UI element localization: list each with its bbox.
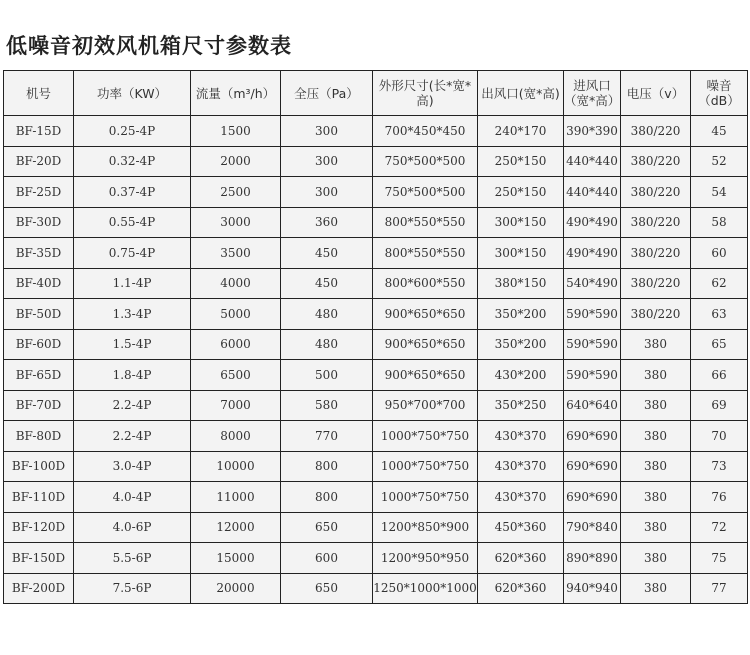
- table-cell: 430*370: [478, 482, 564, 513]
- table-cell: 4.0-6P: [74, 512, 191, 543]
- table-cell: BF-60D: [4, 329, 74, 360]
- table-cell: BF-200D: [4, 573, 74, 604]
- table-cell: 3500: [191, 238, 281, 269]
- table-cell: 380/220: [621, 207, 691, 238]
- table-cell: 900*650*650: [373, 360, 478, 391]
- table-cell: 240*170: [478, 116, 564, 147]
- table-cell: 6000: [191, 329, 281, 360]
- table-row: [4, 512, 748, 543]
- table-cell: 250*150: [478, 177, 564, 208]
- table-cell: 380/220: [621, 238, 691, 269]
- table-cell: 4000: [191, 268, 281, 299]
- column-header: 全压（Pa）: [281, 71, 373, 116]
- table-cell: 490*490: [564, 238, 621, 269]
- table-cell: 380*150: [478, 268, 564, 299]
- table-cell: BF-70D: [4, 390, 74, 421]
- table-cell: 430*370: [478, 421, 564, 452]
- table-cell: 1.3-4P: [74, 299, 191, 330]
- table-cell: 72: [691, 512, 748, 543]
- table-row: [4, 329, 748, 360]
- table-cell: 800*550*550: [373, 207, 478, 238]
- table-cell: 2500: [191, 177, 281, 208]
- table-cell: 800: [281, 482, 373, 513]
- table-cell: BF-110D: [4, 482, 74, 513]
- table-cell: 440*440: [564, 146, 621, 177]
- table-cell: 430*200: [478, 360, 564, 391]
- table-cell: 52: [691, 146, 748, 177]
- table-cell: 350*250: [478, 390, 564, 421]
- table-cell: 450: [281, 268, 373, 299]
- table-row: [4, 451, 748, 482]
- table-cell: 2.2-4P: [74, 390, 191, 421]
- table-row: [4, 146, 748, 177]
- table-cell: 2.2-4P: [74, 421, 191, 452]
- table-cell: 10000: [191, 451, 281, 482]
- table-cell: 650: [281, 573, 373, 604]
- table-cell: BF-25D: [4, 177, 74, 208]
- table-cell: 250*150: [478, 146, 564, 177]
- table-cell: 380/220: [621, 268, 691, 299]
- table-cell: 63: [691, 299, 748, 330]
- table-cell: 0.32-4P: [74, 146, 191, 177]
- table-cell: 900*650*650: [373, 299, 478, 330]
- table-cell: 69: [691, 390, 748, 421]
- table-row: [4, 390, 748, 421]
- table-row: [4, 238, 748, 269]
- table-cell: BF-50D: [4, 299, 74, 330]
- table-cell: 380: [621, 482, 691, 513]
- table-cell: 770: [281, 421, 373, 452]
- table-cell: 800*550*550: [373, 238, 478, 269]
- table-cell: 380: [621, 451, 691, 482]
- table-cell: 350*200: [478, 299, 564, 330]
- table-cell: 380/220: [621, 177, 691, 208]
- table-cell: 11000: [191, 482, 281, 513]
- table-row: [4, 116, 748, 147]
- table-cell: BF-30D: [4, 207, 74, 238]
- table-cell: 1000*750*750: [373, 482, 478, 513]
- table-cell: 540*490: [564, 268, 621, 299]
- table-cell: 380/220: [621, 299, 691, 330]
- table-cell: 790*840: [564, 512, 621, 543]
- table-cell: 640*640: [564, 390, 621, 421]
- table-row: [4, 543, 748, 574]
- table-cell: 73: [691, 451, 748, 482]
- table-cell: 690*690: [564, 451, 621, 482]
- table-cell: BF-150D: [4, 543, 74, 574]
- table-cell: 390*390: [564, 116, 621, 147]
- table-cell: 0.75-4P: [74, 238, 191, 269]
- column-header: 噪音（dB）: [691, 71, 748, 116]
- table-cell: 480: [281, 329, 373, 360]
- table-cell: 70: [691, 421, 748, 452]
- table-cell: 76: [691, 482, 748, 513]
- table-cell: BF-20D: [4, 146, 74, 177]
- column-header: 流量（m³/h）: [191, 71, 281, 116]
- table-cell: 7000: [191, 390, 281, 421]
- table-cell: 5.5-6P: [74, 543, 191, 574]
- table-cell: 380: [621, 543, 691, 574]
- table-cell: BF-65D: [4, 360, 74, 391]
- table-cell: 12000: [191, 512, 281, 543]
- table-cell: 590*590: [564, 329, 621, 360]
- table-cell: 380: [621, 390, 691, 421]
- table-cell: 15000: [191, 543, 281, 574]
- table-cell: 650: [281, 512, 373, 543]
- table-cell: 1.5-4P: [74, 329, 191, 360]
- table-cell: 600: [281, 543, 373, 574]
- table-cell: 380: [621, 512, 691, 543]
- table-cell: 58: [691, 207, 748, 238]
- table-cell: 20000: [191, 573, 281, 604]
- parameter-table: [3, 70, 748, 604]
- table-cell: 950*700*700: [373, 390, 478, 421]
- table-cell: 450: [281, 238, 373, 269]
- table-row: [4, 573, 748, 604]
- table-row: [4, 268, 748, 299]
- table-cell: 690*690: [564, 482, 621, 513]
- table-cell: 300: [281, 177, 373, 208]
- table-cell: 300*150: [478, 207, 564, 238]
- table-header-row: [4, 71, 748, 116]
- table-row: [4, 482, 748, 513]
- table-row: [4, 421, 748, 452]
- table-cell: 430*370: [478, 451, 564, 482]
- table-cell: BF-35D: [4, 238, 74, 269]
- table-cell: 1200*950*950: [373, 543, 478, 574]
- table-cell: 54: [691, 177, 748, 208]
- table-row: [4, 177, 748, 208]
- page-title: 低噪音初效风机箱尺寸参数表: [6, 34, 292, 58]
- column-header: 机号: [4, 71, 74, 116]
- column-header: 进风口（宽*高）: [564, 71, 621, 116]
- table-cell: 60: [691, 238, 748, 269]
- table-cell: 440*440: [564, 177, 621, 208]
- table-cell: 700*450*450: [373, 116, 478, 147]
- column-header: 功率（KW）: [74, 71, 191, 116]
- table-cell: 3.0-4P: [74, 451, 191, 482]
- table-cell: 350*200: [478, 329, 564, 360]
- table-cell: 800*600*550: [373, 268, 478, 299]
- table-cell: 4.0-4P: [74, 482, 191, 513]
- table-cell: 1000*750*750: [373, 421, 478, 452]
- table-cell: 5000: [191, 299, 281, 330]
- table-cell: 1250*1000*1000: [373, 573, 478, 604]
- table-cell: 940*940: [564, 573, 621, 604]
- table-cell: 580: [281, 390, 373, 421]
- table-cell: 300: [281, 146, 373, 177]
- table-cell: 1200*850*900: [373, 512, 478, 543]
- table-cell: 0.25-4P: [74, 116, 191, 147]
- table-cell: 750*500*500: [373, 146, 478, 177]
- table-cell: 380/220: [621, 146, 691, 177]
- table-cell: 490*490: [564, 207, 621, 238]
- table-cell: 380: [621, 329, 691, 360]
- table-cell: 500: [281, 360, 373, 391]
- table-cell: BF-100D: [4, 451, 74, 482]
- table-cell: 2000: [191, 146, 281, 177]
- table-cell: 620*360: [478, 573, 564, 604]
- table-cell: 360: [281, 207, 373, 238]
- table-cell: 480: [281, 299, 373, 330]
- table-cell: 0.37-4P: [74, 177, 191, 208]
- table-cell: BF-15D: [4, 116, 74, 147]
- table-cell: 590*590: [564, 360, 621, 391]
- table-cell: BF-120D: [4, 512, 74, 543]
- table-cell: 62: [691, 268, 748, 299]
- table-cell: 900*650*650: [373, 329, 478, 360]
- table-cell: 620*360: [478, 543, 564, 574]
- table-cell: 1000*750*750: [373, 451, 478, 482]
- table-cell: 300*150: [478, 238, 564, 269]
- table-cell: 450*360: [478, 512, 564, 543]
- table-cell: 1.8-4P: [74, 360, 191, 391]
- table-cell: BF-40D: [4, 268, 74, 299]
- table-cell: 77: [691, 573, 748, 604]
- table-cell: 380: [621, 421, 691, 452]
- table-cell: 75: [691, 543, 748, 574]
- table-cell: 45: [691, 116, 748, 147]
- table-cell: 7.5-6P: [74, 573, 191, 604]
- table-cell: 66: [691, 360, 748, 391]
- column-header: 出风口(宽*高): [478, 71, 564, 116]
- table-cell: 1500: [191, 116, 281, 147]
- column-header: 外形尺寸(长*宽*高): [373, 71, 478, 116]
- table-row: [4, 299, 748, 330]
- table-cell: 0.55-4P: [74, 207, 191, 238]
- table-cell: 300: [281, 116, 373, 147]
- table-cell: 6500: [191, 360, 281, 391]
- table-row: [4, 207, 748, 238]
- table-cell: 380: [621, 360, 691, 391]
- column-header: 电压（v）: [621, 71, 691, 116]
- table-cell: 1.1-4P: [74, 268, 191, 299]
- table-cell: 380: [621, 573, 691, 604]
- table-row: [4, 360, 748, 391]
- table-cell: 3000: [191, 207, 281, 238]
- table-cell: 690*690: [564, 421, 621, 452]
- table-cell: 8000: [191, 421, 281, 452]
- table-cell: 750*500*500: [373, 177, 478, 208]
- table-cell: 800: [281, 451, 373, 482]
- table-cell: 65: [691, 329, 748, 360]
- table-cell: 380/220: [621, 116, 691, 147]
- table-cell: 590*590: [564, 299, 621, 330]
- table-cell: 890*890: [564, 543, 621, 574]
- table-cell: BF-80D: [4, 421, 74, 452]
